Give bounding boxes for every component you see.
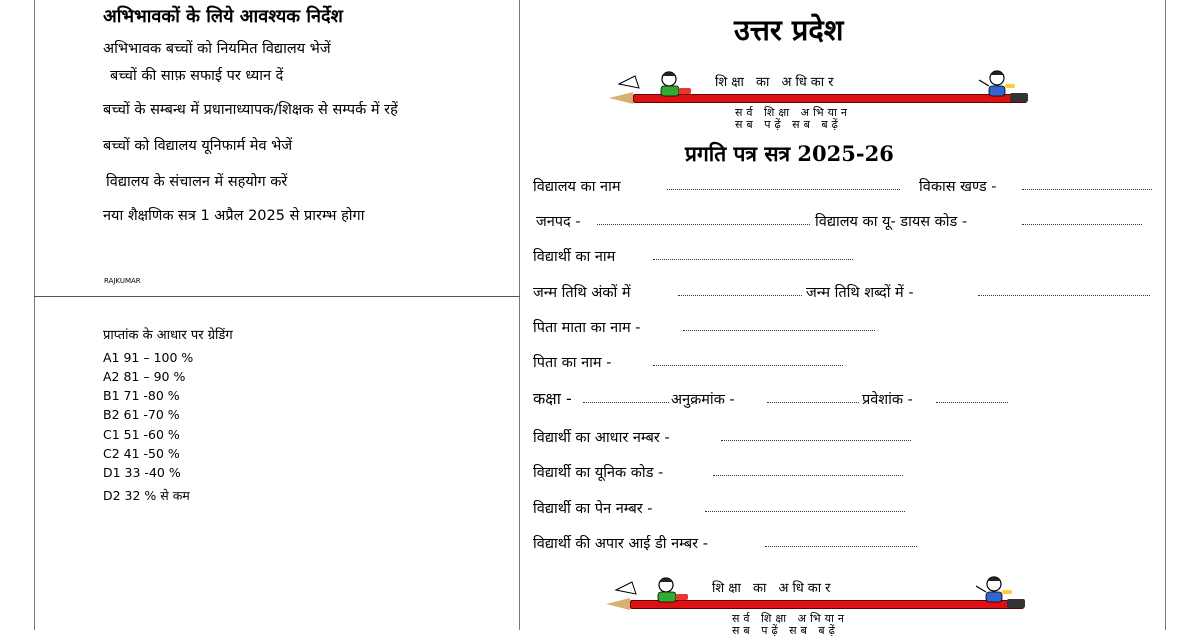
father-name-label: पिता का नाम - xyxy=(533,355,612,371)
student-name-label: विद्यार्थी का नाम xyxy=(533,249,616,265)
grade-row: D1 33 -40 % xyxy=(103,465,181,480)
banner-title: शिक्षा का अधिकार xyxy=(712,581,835,596)
grade-row: C1 51 -60 % xyxy=(103,427,180,442)
rte-banner-top xyxy=(605,72,1035,134)
father-name-field[interactable] xyxy=(653,365,843,366)
report-card-title: प्रगति पत्र सत्र 2025-26 xyxy=(685,141,894,166)
district-label: जनपद - xyxy=(536,214,581,230)
grade-row: D2 32 % से कम xyxy=(103,488,190,503)
roll-no-field[interactable] xyxy=(767,402,859,403)
aadhaar-label: विद्यार्थी का आधार नम्बर - xyxy=(533,430,670,446)
mother-name-field[interactable] xyxy=(683,330,875,331)
admission-no-field[interactable] xyxy=(936,402,1008,403)
school-name-label: विद्यालय का नाम xyxy=(533,179,621,195)
left-border-line xyxy=(34,0,35,630)
grade-row: B2 61 -70 % xyxy=(103,407,180,422)
apaar-field[interactable] xyxy=(765,546,917,547)
state-title: उत्तर प्रदेश xyxy=(734,13,844,47)
center-divider xyxy=(519,0,520,630)
banner-title: शिक्षा का अधिकार xyxy=(715,75,838,90)
girl-reading-icon xyxy=(614,576,694,612)
grade-row: A1 91 – 100 % xyxy=(103,350,194,365)
instruction-item: नया शैक्षणिक सत्र 1 अप्रैल 2025 से प्रारम्भ होगा xyxy=(103,208,365,224)
udise-code-field[interactable] xyxy=(1022,224,1142,225)
mother-name-label: पिता माता का नाम - xyxy=(533,320,641,336)
instruction-item: बच्चों के सम्बन्ध में प्रधानाध्यापक/शिक्षक से सम्पर्क में रहें xyxy=(103,102,398,118)
dob-digits-label: जन्म तिथि अंकों में xyxy=(533,285,631,301)
block-label: विकास खण्ड - xyxy=(919,179,997,195)
udise-code-label: विद्यालय का यू- डायस कोड - xyxy=(815,214,968,230)
district-field[interactable] xyxy=(597,224,810,225)
author-credit: RAJKUMAR xyxy=(104,277,141,285)
boy-waving-icon xyxy=(972,576,1028,614)
banner-subtitle: सर्व शिक्षा अभियान xyxy=(735,106,851,119)
class-field[interactable] xyxy=(583,402,669,403)
unique-code-label: विद्यार्थी का यूनिक कोड - xyxy=(533,465,664,481)
girl-reading-icon xyxy=(617,70,697,106)
roll-no-label: अनुक्रमांक - xyxy=(671,392,735,408)
grade-row: A2 81 – 90 % xyxy=(103,369,186,384)
instruction-item: अभिभावक बच्चों को नियमित विद्यालय भेजें xyxy=(103,41,331,57)
dob-words-field[interactable] xyxy=(978,295,1150,296)
grade-row: B1 71 -80 % xyxy=(103,388,180,403)
banner-tagline: सब पढ़ें सब बढ़ें xyxy=(735,118,842,131)
apaar-label: विद्यार्थी की अपार आई डी नम्बर - xyxy=(533,536,708,552)
boy-waving-icon xyxy=(975,70,1031,108)
instruction-item: बच्चों की साफ़ सफाई पर ध्यान दें xyxy=(110,68,284,84)
school-name-field[interactable] xyxy=(667,189,900,190)
instruction-item: विद्यालय के संचालन में सहयोग करें xyxy=(106,174,288,190)
class-label: कक्षा - xyxy=(533,389,572,408)
grade-row: C2 41 -50 % xyxy=(103,446,180,461)
dob-digits-field[interactable] xyxy=(678,295,802,296)
banner-subtitle: सर्व शिक्षा अभियान xyxy=(732,612,848,625)
unique-code-field[interactable] xyxy=(713,475,903,476)
right-border-line xyxy=(1165,0,1166,630)
pen-label: विद्यार्थी का पेन नम्बर - xyxy=(533,501,653,517)
instructions-heading: अभिभावकों के लिये आवश्यक निर्देश xyxy=(103,6,343,27)
instruction-item: बच्चों को विद्यालय यूनिफार्म मेव भेजें xyxy=(103,138,293,154)
admission-no-label: प्रवेशांक - xyxy=(862,392,913,408)
rte-banner-bottom xyxy=(602,578,1032,640)
grading-heading: प्राप्तांक के आधार पर ग्रेडिंग xyxy=(103,328,233,343)
left-panel-divider xyxy=(34,296,520,297)
student-name-field[interactable] xyxy=(653,259,853,260)
banner-tagline: सब पढ़ें सब बढ़ें xyxy=(732,624,839,637)
pen-field[interactable] xyxy=(705,511,905,512)
block-field[interactable] xyxy=(1022,189,1152,190)
aadhaar-field[interactable] xyxy=(721,440,911,441)
dob-words-label: जन्म तिथि शब्दों में - xyxy=(806,285,914,301)
